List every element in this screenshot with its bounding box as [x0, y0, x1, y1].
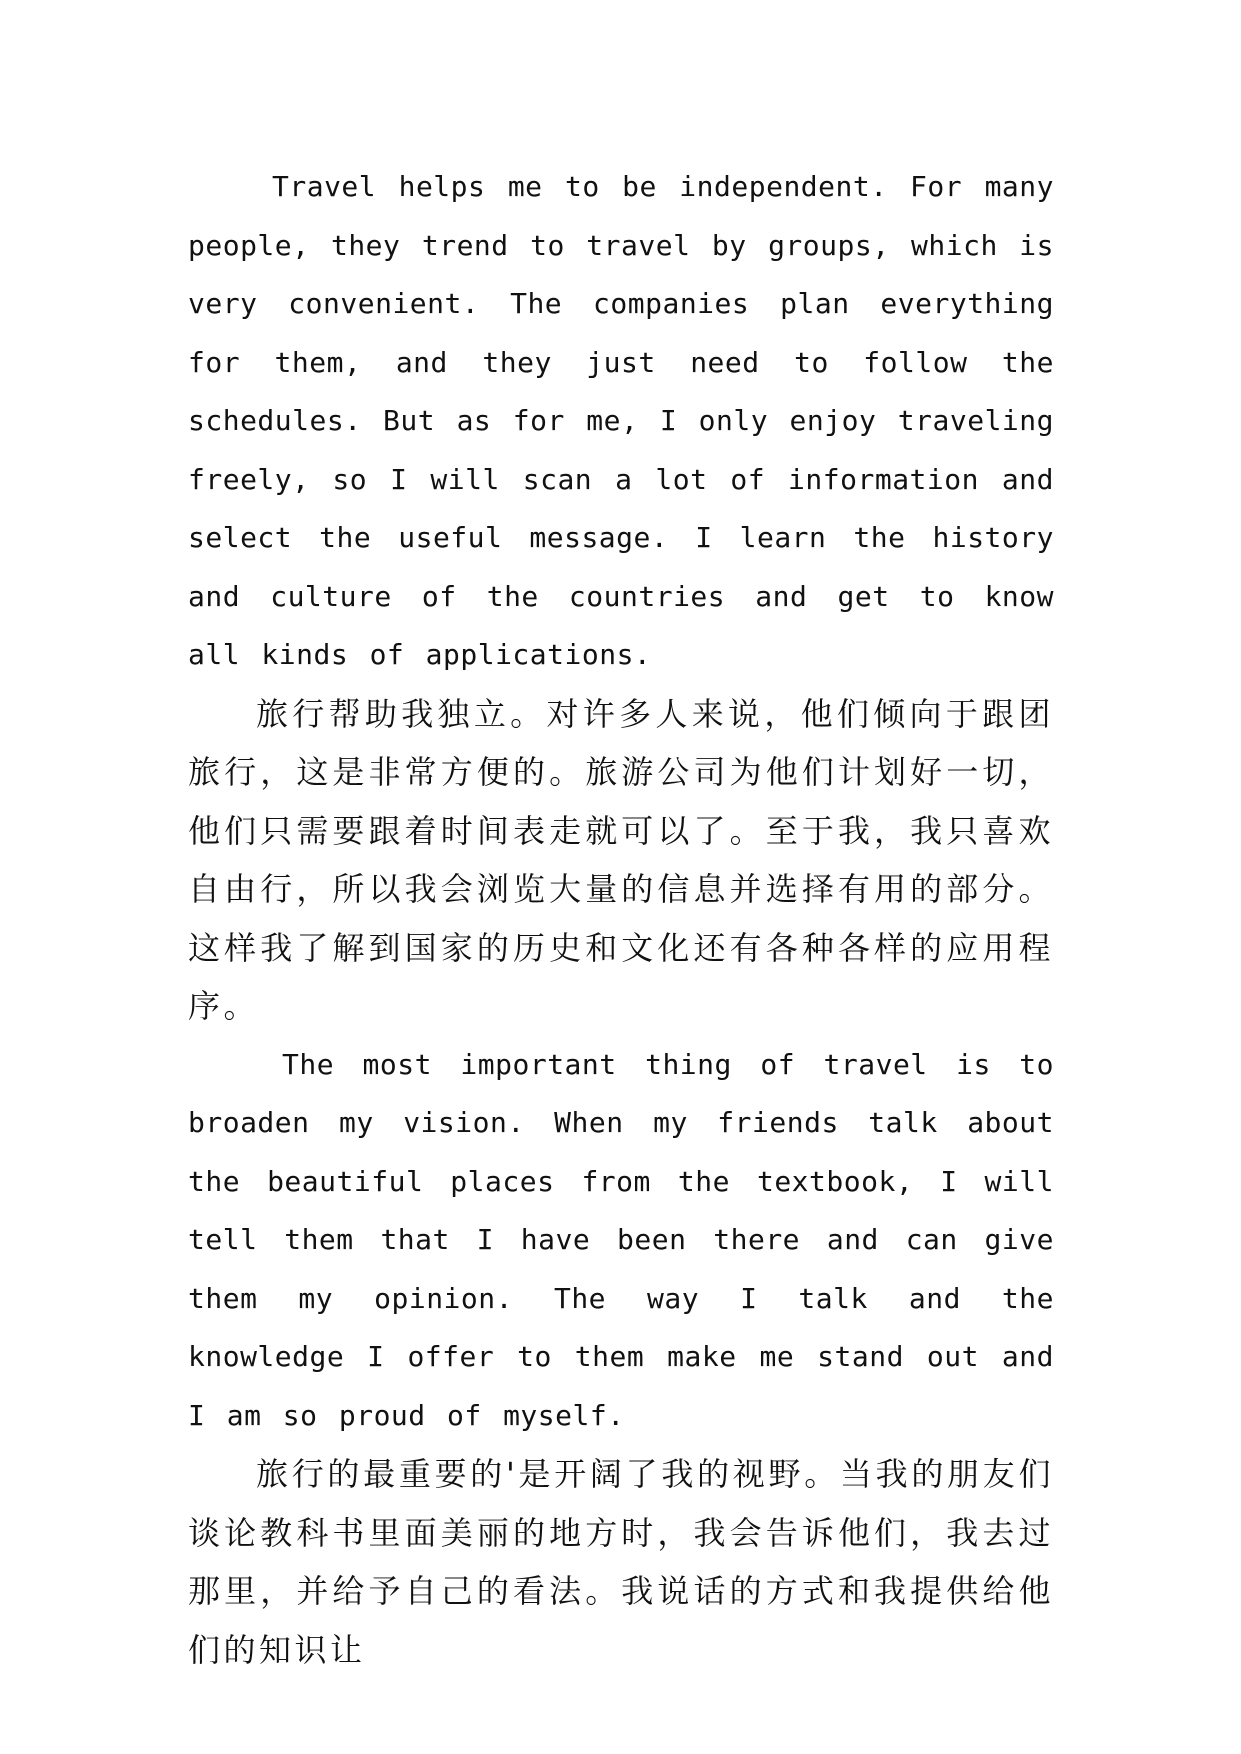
paragraph-chinese-vision: 旅行的最重要的'是开阔了我的视野。当我的朋友们谈论教科书里面美丽的地方时，我会告诉他们，我去过那里，并给予自己的看法。我说话的方式和我提供给他们的知识让	[188, 1455, 1054, 1669]
paragraph-english-vision: The most important thing of travel is to broaden my vision. When my friends talk about the beautiful places from the textbook, I will tell them that I have been there and can give them my opinion. The way I talk and the knowledge I offer to them make me stand out and I am so proud of myself.	[188, 1047, 1054, 1432]
paragraph-chinese-independence: 旅行帮助我独立。对许多人来说，他们倾向于跟团旅行，这是非常方便的。旅游公司为他们计划好一切，他们只需要跟着时间表走就可以了。至于我，我只喜欢自由行，所以我会浏览大量的信息并选择有用的部分。这样我了解到国家的历史和文化还有各种各样的应用程序。	[188, 694, 1054, 1025]
paragraph-english-independence: Travel helps me to be independent. For many people, they trend to travel by groups, which is very convenient. The companies plan everything for them, and they just need to follow the schedules. But as for me, I only enjoy traveling freely, so I will scan a lot of information and select the useful message. I learn the history and culture of the countries and get to know all kinds of applications.	[188, 170, 1054, 671]
document-body	[188, 158, 1054, 1679]
